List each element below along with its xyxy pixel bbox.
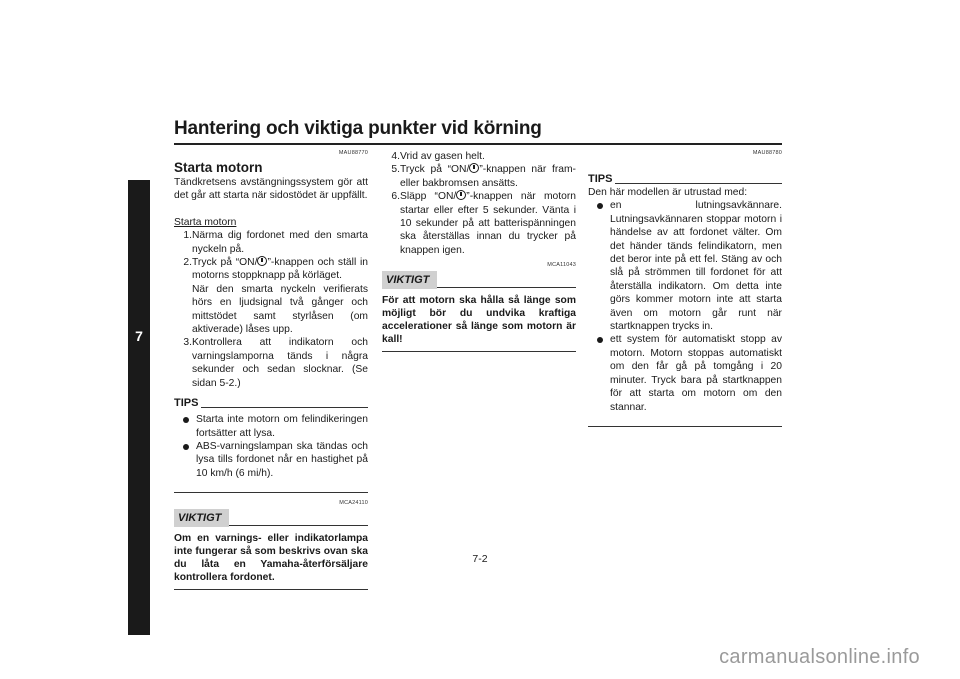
tips-header	[174, 397, 368, 410]
warning-text: Om en varnings- eller indikatorlampa inte fungerar så som beskrivs ovan ska du låta en Yamaha-återförsäljare kontrollera fordonet.	[174, 533, 368, 584]
step-list	[174, 229, 368, 390]
list-item	[382, 190, 576, 257]
watermark: carmanualsonline.info	[719, 646, 920, 668]
tips-label: TIPS	[174, 397, 199, 410]
list-item	[174, 440, 368, 480]
list-item	[382, 150, 576, 163]
tip-text: en lutningsavkännare. Lutningsavkännaren stoppar motorn i händelse av att fordonet välter. Om det händer tänds felindikatorn, men det beror inte på ett fel. Stäng av och slå på strömmen till fordonet för att återställa indikatorn. Om detta inte görs kommer motorn inte att starta även om motorn går runt när startknappen trycks in.	[610, 200, 782, 333]
step-text: ”-knappen när fram- eller bakbromsen ansätts.	[400, 164, 576, 189]
step-note: När den smarta nyckeln verifierats hörs en ljudsignal två gånger och mittstödet samt styrlåsen (om aktiverade) låses upp.	[192, 283, 368, 336]
power-knob-icon	[456, 190, 466, 200]
step-number: 3.	[183, 337, 192, 349]
bullet-icon	[183, 417, 189, 423]
chapter-number: 7	[135, 328, 143, 344]
warning-header	[382, 271, 576, 289]
warning-end-rule	[174, 589, 368, 590]
tip-text: Starta inte motorn om felindikeringen fortsätter att lysa.	[196, 414, 368, 439]
step-text: Släpp “ON/	[400, 191, 457, 203]
subheading: Starta motorn	[174, 216, 237, 228]
tips-rule	[201, 407, 368, 408]
tips-list	[588, 199, 782, 414]
step-number: 2.	[183, 257, 192, 269]
step-text: Tryck på “ON/	[400, 164, 470, 176]
tip-text: ett system för automatiskt stopp av motorn. Motorn stoppas automatiskt om den får gå på tomgång i 20 minuter. Tryck bara på startknappen för att starta om motorn om den stannar.	[610, 334, 782, 413]
section-heading: Starta motorn	[174, 160, 263, 175]
warning-end-rule	[382, 351, 576, 352]
page-number: 7-2	[472, 553, 488, 565]
column-2	[382, 150, 576, 352]
tips-list	[174, 413, 368, 480]
tips-header	[588, 173, 782, 186]
step-list	[382, 150, 576, 257]
tips-label: TIPS	[588, 173, 613, 185]
list-item	[588, 199, 782, 333]
column-1	[174, 150, 368, 590]
warning-rule	[437, 287, 576, 288]
step-text: ”-knappen och ställ in motorns stoppknapp på körläget.	[192, 257, 368, 282]
bullet-icon	[597, 203, 603, 209]
tips-end-rule	[588, 426, 782, 427]
step-number: 1.	[183, 230, 192, 242]
warning-rule	[229, 525, 368, 526]
page-title: Hantering och viktiga punkter vid körning	[174, 118, 542, 139]
bullet-icon	[597, 337, 603, 343]
step-text: Kontrollera att indikatorn och varningslamporna tänds i några sekunder och sedan slocknar. (Se sidan 5-2.)	[192, 337, 368, 389]
list-item	[174, 256, 368, 336]
tips-intro: Den här modellen är utrustad med:	[588, 187, 748, 198]
warning-badge: VIKTIGT	[174, 509, 229, 527]
doc-code: MCA11043	[547, 262, 576, 269]
doc-code: MAU88770	[338, 150, 368, 156]
list-item	[588, 333, 782, 413]
power-knob-icon	[257, 256, 267, 266]
tip-text: ABS-varningslampan ska tändas och lysa tills fordonet når en hastighet på 10 km/h (6 mi/h).	[196, 440, 368, 479]
chapter-tab	[128, 180, 150, 635]
step-number: 6.	[391, 191, 400, 203]
intro-paragraph: Tändkretsens avstängningssystem gör att det går att starta när sidostödet är uppfällt.	[174, 177, 368, 202]
tips-rule	[615, 183, 782, 184]
list-item	[174, 413, 368, 440]
bullet-icon	[183, 444, 189, 450]
column-3	[588, 150, 782, 427]
step-text: ”-knappen när motorn startar eller efter 5 sekunder. Vänta i 10 sekunder på att batterispänningen ska återställas innan du trycker på knappen igen.	[400, 191, 576, 256]
warning-header	[174, 509, 368, 527]
title-rule	[174, 143, 782, 145]
step-number: 5.	[391, 164, 400, 176]
tips-end-rule	[174, 492, 368, 493]
doc-code: MCA24110	[339, 500, 368, 507]
step-text: Tryck på “ON/	[192, 257, 258, 269]
list-item	[382, 163, 576, 190]
power-knob-icon	[469, 163, 479, 173]
step-text: Närma dig fordonet med den smarta nyckeln på.	[192, 230, 368, 255]
doc-code: MAU88780	[752, 150, 782, 156]
step-text: Vrid av gasen helt.	[400, 151, 485, 162]
step-number: 4.	[391, 151, 400, 162]
warning-text: För att motorn ska hålla så länge som möjligt bör du undvika kraftiga accelerationer så länge som motorn är kall!	[382, 295, 576, 346]
list-item	[174, 336, 368, 390]
list-item	[174, 229, 368, 256]
warning-badge: VIKTIGT	[382, 271, 437, 289]
